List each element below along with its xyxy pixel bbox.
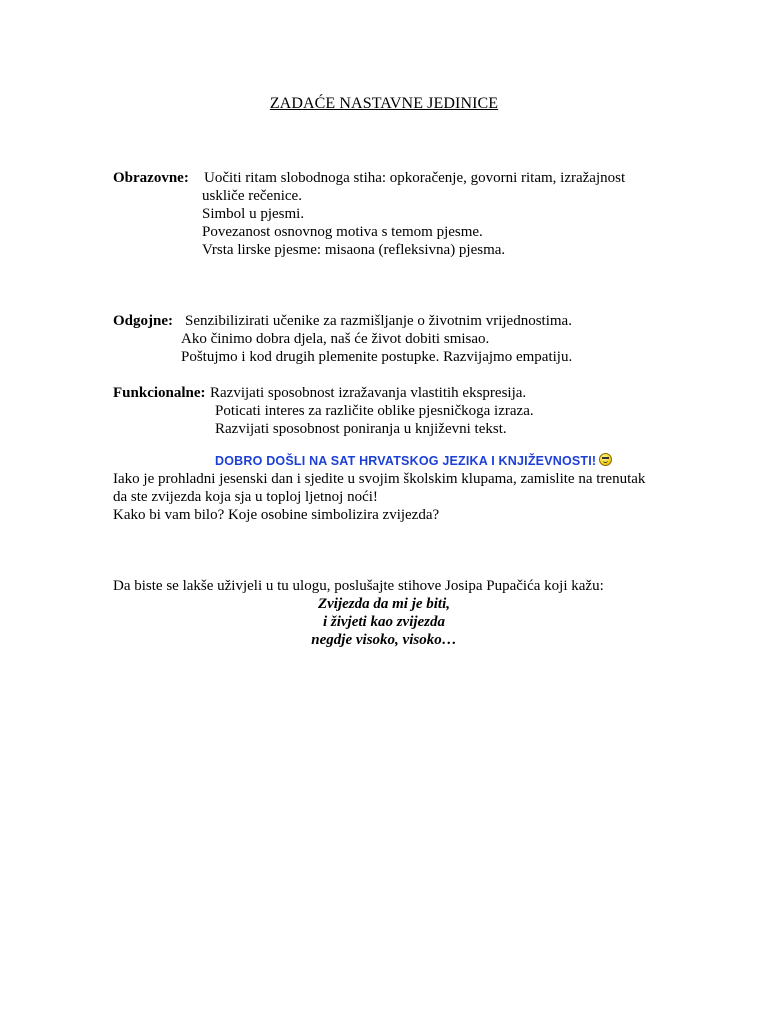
obrazovne-line: Uočiti ritam slobodnoga stiha: opkoračenje, govorni ritam, izražajnost	[204, 170, 626, 186]
funkcionalne-line: Razvijati sposobnost poniranja u književni tekst.	[215, 421, 507, 437]
obrazovne-line: Vrsta lirske pjesme: misaona (refleksivna) pjesma.	[202, 242, 506, 258]
obrazovne-line: Povezanost osnovnog motiva s temom pjesme.	[202, 224, 483, 240]
page-title: ZADAĆE NASTAVNE JEDINICE	[269, 95, 499, 112]
odgojne-line: Senzibilizirati učenike za razmišljanje o životnim vrijednostima.	[185, 313, 572, 329]
poem-line: Zvijezda da mi je biti,	[317, 596, 451, 612]
obrazovne-line: uskliče rečenice.	[202, 188, 302, 204]
intro-line: da ste zvijezda koja sja u toploj ljetnoj noći!	[113, 489, 378, 505]
obrazovne-label: Obrazovne:	[113, 170, 189, 186]
poem-line: i živjeti kao zvijezda	[322, 614, 446, 630]
odgojne-label: Odgojne:	[113, 313, 173, 329]
odgojne-line: Poštujmo i kod drugih plemenite postupke. Razvijajmo empatiju.	[181, 349, 573, 365]
funkcionalne-line: Razvijati sposobnost izražavanja vlastitih ekspresija.	[210, 385, 527, 401]
funkcionalne-label: Funkcionalne:	[113, 385, 206, 401]
odgojne-line: Ako činimo dobra djela, naš će život dobiti smisao.	[181, 331, 490, 347]
welcome-banner	[215, 452, 612, 470]
intro-line: Kako bi vam bilo? Koje osobine simbolizira zvijezda?	[113, 507, 440, 523]
poem-line: negdje visoko, visoko…	[311, 632, 457, 648]
welcome-text: DOBRO DOŠLI NA SAT HRVATSKOG JEZIKA I KNJIŽEVNOSTI!	[215, 454, 597, 468]
funkcionalne-line: Poticati interes za različite oblike pjesničkoga izraza.	[215, 403, 534, 419]
smiley-icon	[599, 453, 612, 466]
obrazovne-line: Simbol u pjesmi.	[202, 206, 305, 222]
intro-line: Iako je prohladni jesenski dan i sjedite u svojim školskim klupama, zamislite na trenutak	[113, 471, 646, 487]
lead-in-text: Da biste se lakše uživjeli u tu ulogu, poslušajte stihove Josipa Pupačića koji kažu:	[113, 578, 604, 594]
